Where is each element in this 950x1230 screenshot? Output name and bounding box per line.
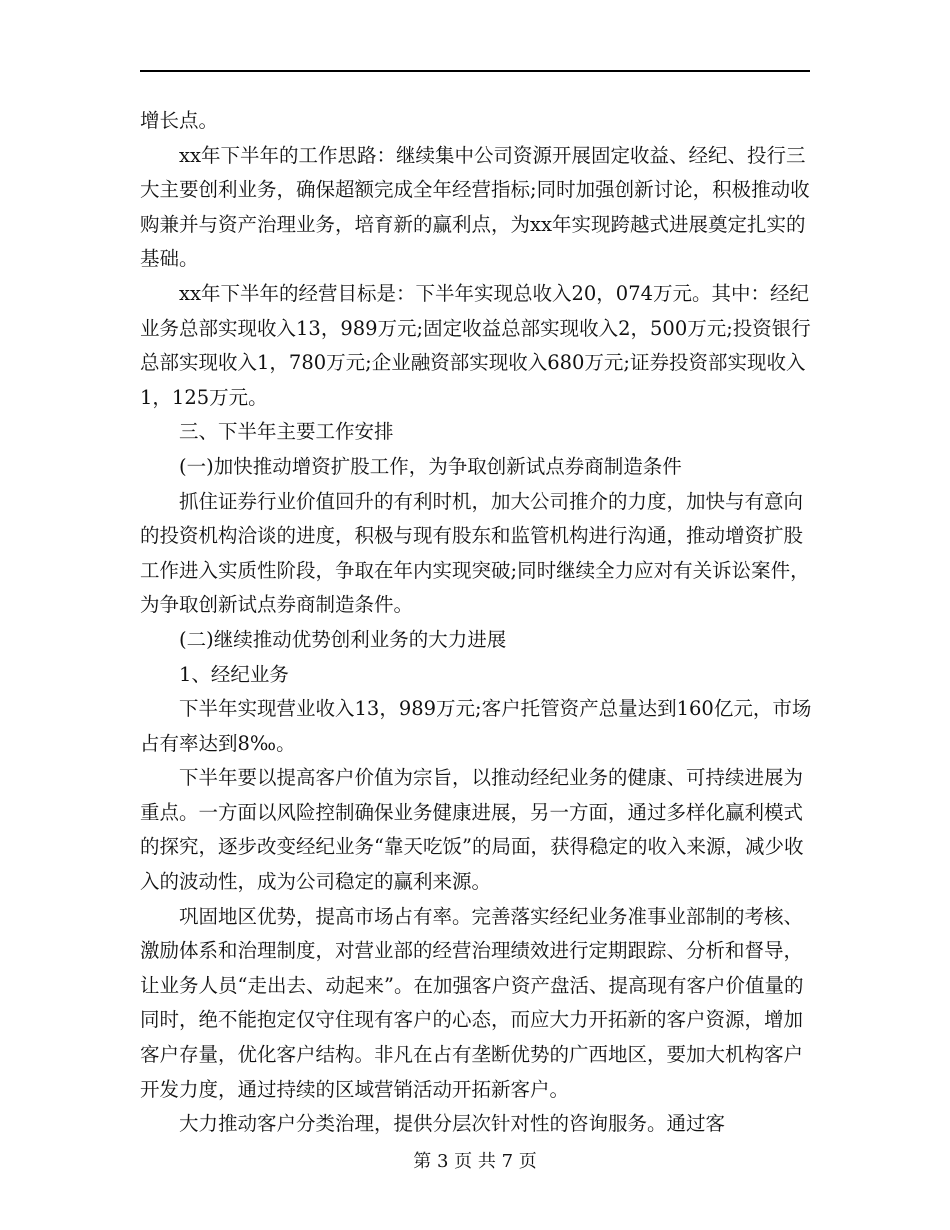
item-heading-1: 1、经纪业务	[179, 662, 289, 686]
paragraph-12: 大力推动客户分类治理，提供分层次针对性的咨询服务。通过客	[179, 1112, 726, 1136]
paragraph-10: 下半年要以提高客户价值为宗旨，以推动经纪业务的健康、可持续进展为重点。一方面以风险控制确保业务健康进展，另一方面，通过多样化赢利模式的探究，逐步改变经纪业务“靠天吃饭”的局面，获得稳定的收入来源，减少收入的波动性，成为公司稳定的赢利来源。	[140, 766, 804, 894]
paragraph-2: xx年下半年的工作思路：继续集中公司资源开展固定收益、经纪、投行三大主要创利业务，确保超额完成全年经营指标;同时加强创新讨论，积极推动收购兼并与资产治理业务，培育新的赢利点，为xx年实现跨越式进展奠定扎实的基础。	[140, 143, 810, 271]
paragraph-6: 抓住证券行业价值回升的有利时机，加大公司推介的力度，加快与有意向的投资机构洽谈的进度，积极与现有股东和监管机构进行沟通，推动增资扩股工作进入实质性阶段，争取在年内实现突破;同时继续全力应对有关诉讼案件，为争取创新试点券商制造条件。	[140, 489, 810, 617]
paragraph-11: 巩固地区优势，提高市场占有率。完善落实经纪业务准事业部制的考核、激励体系和治理制度，对营业部的经营治理绩效进行定期跟踪、分析和督导，让业务人员“走出去、动起来”。在加强客户资产盘活、提高现有客户价值量的同时，绝不能抱定仅守住现有客户的心态，而应大力开拓新的客户资源，增加客户存量，优化客户结构。非凡在占有垄断优势的广西地区，要加大机构客户开发力度，通过持续的区域营销活动开拓新客户。	[140, 904, 804, 1101]
header-rule	[140, 70, 810, 72]
document-body	[140, 104, 812, 1142]
paragraph-9: 下半年实现营业收入13，989万元;客户托管资产总量达到160亿元，市场占有率达到8‰。	[140, 697, 812, 755]
page-number-footer: 第 3 页 共 7 页	[413, 1151, 537, 1172]
subheading-1: (一)加快推动增资扩股工作，为争取创新试点券商制造条件	[179, 454, 682, 478]
paragraph-3: xx年下半年的经营目标是：下半年实现总收入20，074万元。其中：经纪业务总部实现收入13，989万元;固定收益总部实现收入2，500万元;投资银行总部实现收入1，780万元;企业融资部实现收入680万元;证券投资部实现收入1，125万元。	[140, 281, 811, 409]
subheading-2: (二)继续推动优势创利业务的大力进展	[179, 627, 507, 651]
paragraph-1: 增长点。	[140, 109, 219, 132]
section-heading-3: 三、下半年主要工作安排	[179, 420, 394, 444]
